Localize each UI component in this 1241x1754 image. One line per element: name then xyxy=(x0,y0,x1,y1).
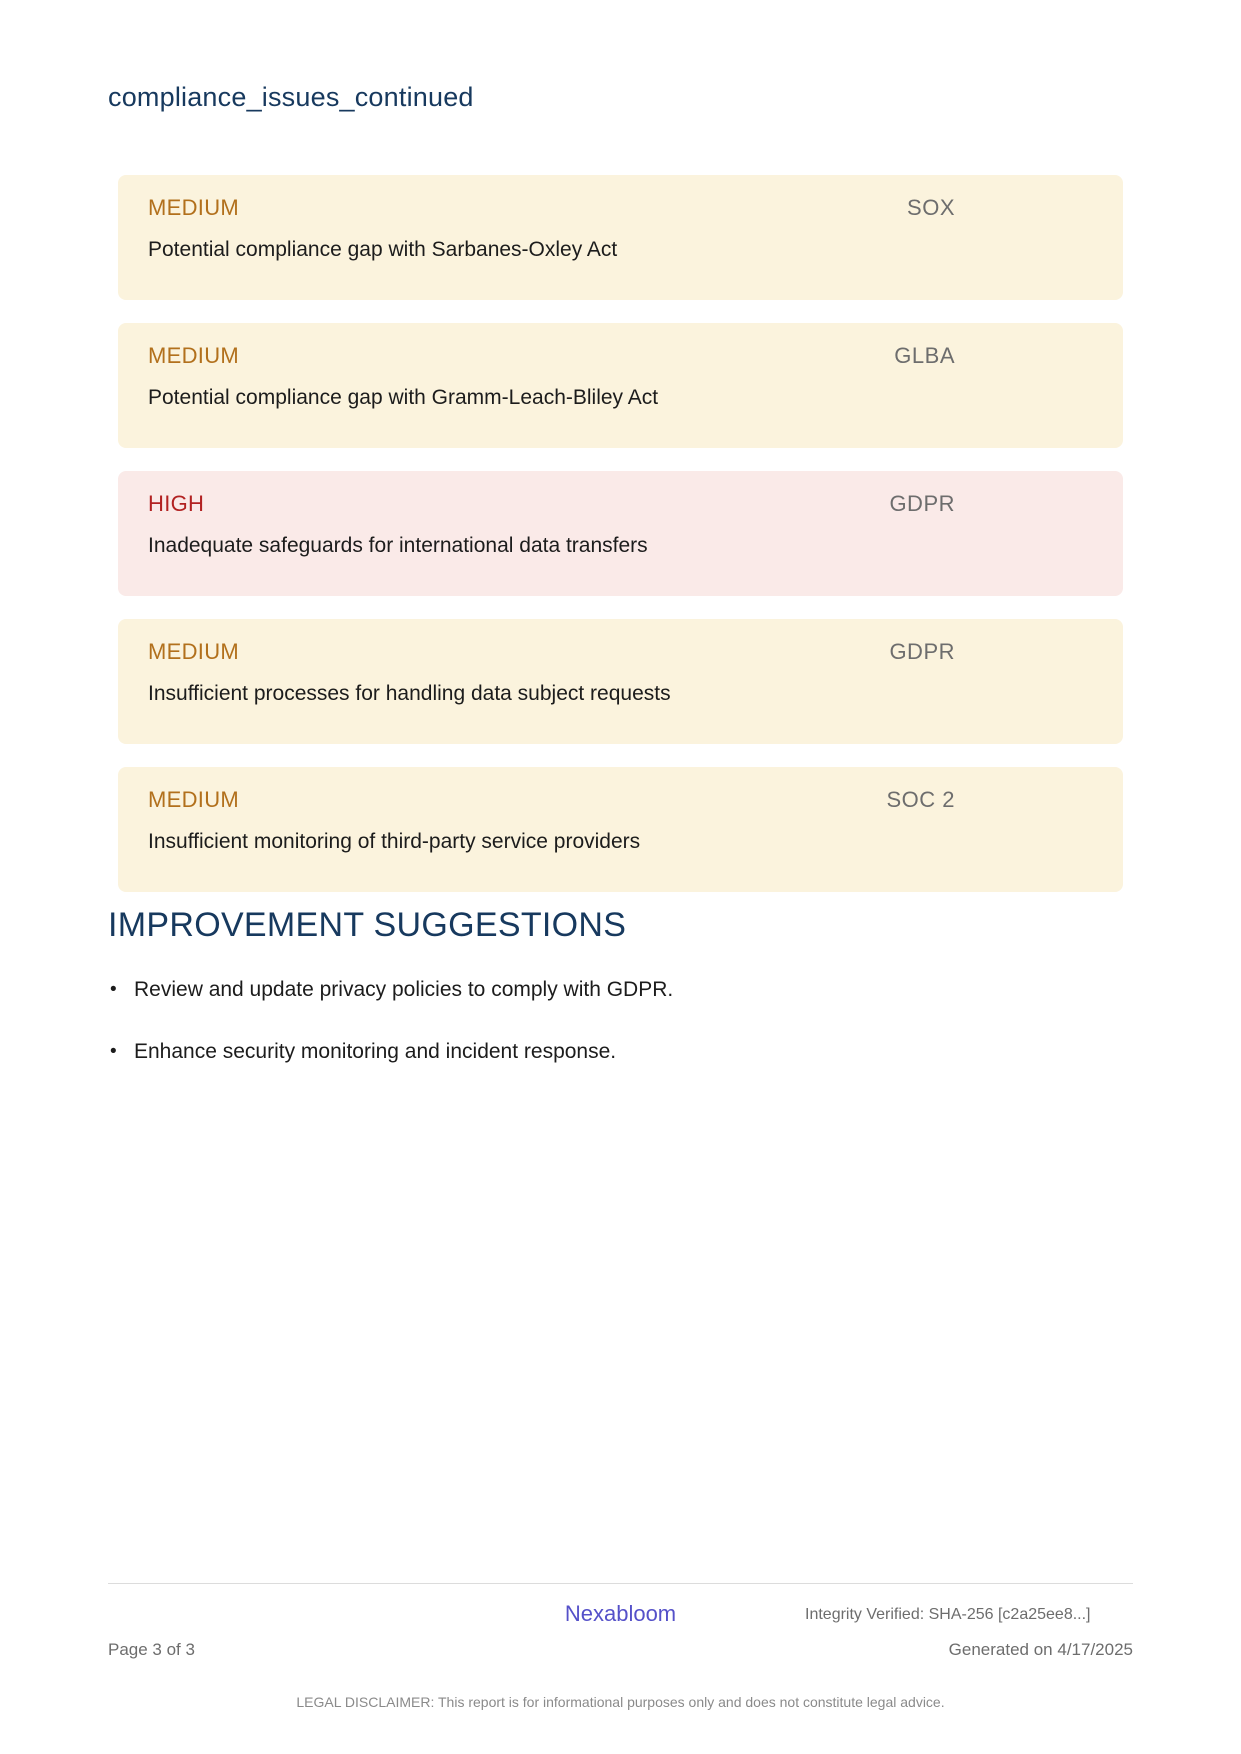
issue-description: Inadequate safeguards for international data transfers xyxy=(148,534,648,557)
brand-name: Nexabloom xyxy=(564,1601,677,1626)
bullet-icon: • xyxy=(110,979,117,1000)
page-number: Page 3 of 3 xyxy=(108,1640,195,1659)
compliance-issue-card xyxy=(118,323,1123,448)
issue-card-header xyxy=(148,341,1093,371)
suggestions-list xyxy=(110,976,1050,1100)
improvement-suggestions-heading: IMPROVEMENT SUGGESTIONS xyxy=(108,906,627,944)
framework-label: GLBA xyxy=(894,343,955,368)
compliance-issues-list xyxy=(118,175,1123,915)
issue-card-header xyxy=(148,785,1093,815)
issue-description: Potential compliance gap with Sarbanes-Oxley Act xyxy=(148,238,618,261)
severity-label: MEDIUM xyxy=(148,639,240,664)
bullet-icon: • xyxy=(110,1041,117,1062)
suggestion-text: Enhance security monitoring and incident response. xyxy=(134,1040,617,1063)
severity-label: MEDIUM xyxy=(148,787,240,812)
compliance-issue-card xyxy=(118,619,1123,744)
legal-disclaimer: LEGAL DISCLAIMER: This report is for informational purposes only and does not constitute legal advice. xyxy=(296,1694,945,1710)
issue-card-header xyxy=(148,193,1093,223)
compliance-issue-card xyxy=(118,767,1123,892)
integrity-verified-text: Integrity Verified: SHA-256 [c2a25ee8...] xyxy=(805,1606,1091,1623)
severity-label: MEDIUM xyxy=(148,195,240,220)
framework-label: SOC 2 xyxy=(886,787,955,812)
suggestion-item xyxy=(110,1038,1050,1065)
framework-label: SOX xyxy=(907,195,955,220)
suggestion-text: Review and update privacy policies to comply with GDPR. xyxy=(134,978,674,1001)
framework-label: GDPR xyxy=(889,639,955,664)
compliance-issue-card xyxy=(118,175,1123,300)
framework-label: GDPR xyxy=(889,491,955,516)
suggestion-item xyxy=(110,976,1050,1003)
severity-label: MEDIUM xyxy=(148,343,240,368)
page-title: compliance_issues_continued xyxy=(108,82,474,112)
compliance-issue-card xyxy=(118,471,1123,596)
footer-divider xyxy=(108,1583,1133,1584)
severity-label: HIGH xyxy=(148,491,205,516)
issue-card-header xyxy=(148,637,1093,667)
issue-card-header xyxy=(148,489,1093,519)
issue-description: Insufficient processes for handling data subject requests xyxy=(148,682,671,705)
issue-description: Insufficient monitoring of third-party service providers xyxy=(148,830,641,853)
generated-date: Generated on 4/17/2025 xyxy=(948,1640,1133,1659)
issue-description: Potential compliance gap with Gramm-Leach-Bliley Act xyxy=(148,386,659,409)
